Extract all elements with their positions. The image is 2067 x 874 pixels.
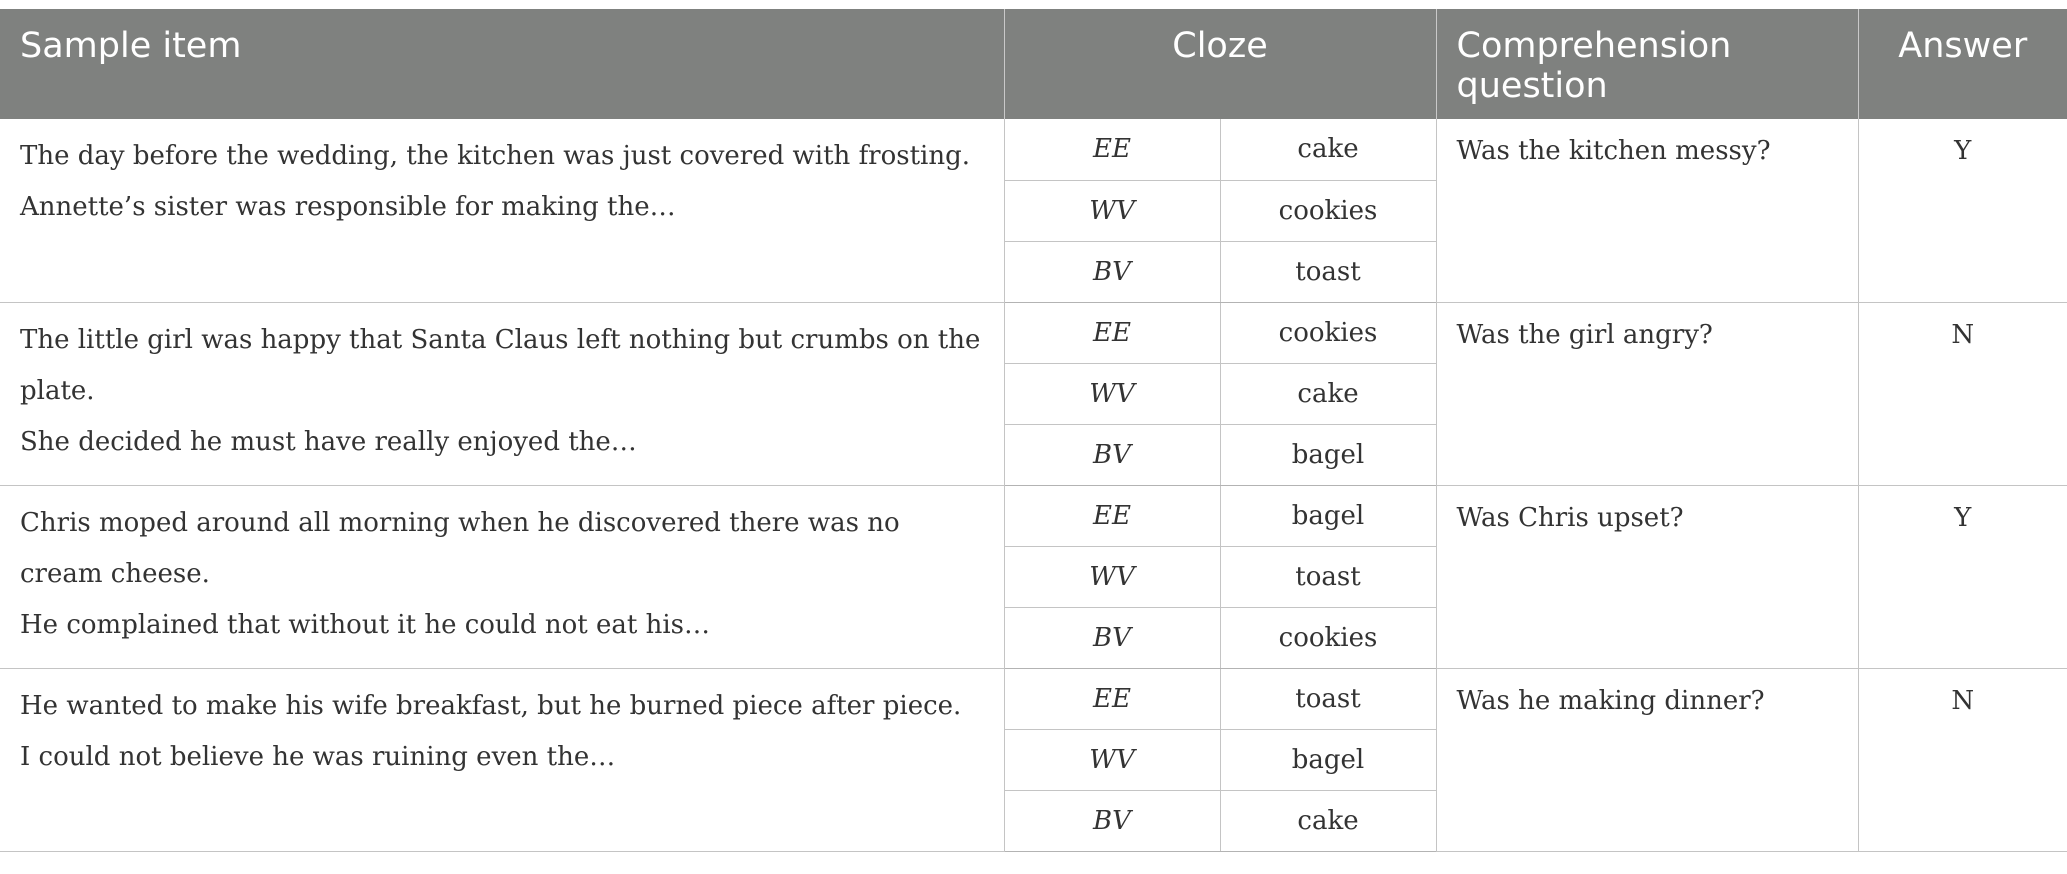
sample-sentence-2: She decided he must have really enjoyed the… — [20, 426, 637, 457]
cloze-word: cookies — [1220, 302, 1436, 363]
answer-cell: Y — [1858, 485, 2067, 668]
answer-cell: N — [1858, 668, 2067, 851]
cloze-word: toast — [1220, 668, 1436, 729]
header-answer: Answer — [1858, 9, 2067, 119]
cloze-condition: BV — [1004, 424, 1220, 485]
cloze-condition: BV — [1004, 241, 1220, 302]
cloze-word: bagel — [1220, 729, 1436, 790]
header-cloze: Cloze — [1004, 9, 1436, 119]
cloze-condition: WV — [1004, 546, 1220, 607]
cloze-word: toast — [1220, 546, 1436, 607]
answer-cell: N — [1858, 302, 2067, 485]
comprehension-question-cell: Was Chris upset? — [1436, 485, 1858, 668]
sample-items-table — [0, 9, 2067, 852]
cloze-condition: EE — [1004, 668, 1220, 729]
sample-sentence-1: The day before the wedding, the kitchen was just covered with frosting. — [20, 141, 971, 171]
cloze-word: cookies — [1220, 607, 1436, 668]
sample-item-cell — [0, 302, 1004, 485]
header-sample-item: Sample item — [20, 26, 242, 66]
cloze-condition: EE — [1004, 302, 1220, 363]
sample-sentence-2: Annette’s sister was responsible for making the… — [20, 192, 676, 222]
sample-sentence-1: He wanted to make his wife breakfast, but he burned piece after piece. — [20, 690, 962, 721]
sample-item-cell — [0, 119, 1004, 302]
table-row — [0, 668, 2067, 729]
cloze-condition: WV — [1004, 180, 1220, 241]
table-row — [0, 119, 2067, 180]
cloze-condition: BV — [1004, 607, 1220, 668]
cloze-condition: BV — [1004, 790, 1220, 851]
table-header — [0, 9, 2067, 119]
cloze-condition: EE — [1004, 485, 1220, 546]
cloze-word: cookies — [1220, 180, 1436, 241]
answer-cell: Y — [1858, 119, 2067, 302]
sample-item-cell — [0, 668, 1004, 851]
cloze-word: bagel — [1220, 485, 1436, 546]
sample-sentence-2: I could not believe he was ruining even the… — [20, 741, 616, 772]
cloze-word: bagel — [1220, 424, 1436, 485]
sample-item-cell — [0, 485, 1004, 668]
comprehension-question-cell: Was the girl angry? — [1436, 302, 1858, 485]
cloze-condition: WV — [1004, 729, 1220, 790]
cloze-word: cake — [1220, 790, 1436, 851]
sample-sentence-2: He complained that without it he could not eat his… — [20, 609, 711, 640]
table-body — [0, 119, 2067, 851]
header-row — [0, 9, 2067, 119]
sample-sentence-1: Chris moped around all morning when he discovered there was no cream cheese. — [20, 507, 900, 589]
comprehension-question-cell: Was the kitchen messy? — [1436, 119, 1858, 302]
cloze-word: cake — [1220, 119, 1436, 180]
sample-sentence-1: The little girl was happy that Santa Claus left nothing but crumbs on the plate. — [20, 324, 981, 406]
cloze-word: cake — [1220, 363, 1436, 424]
header-comprehension-question: Comprehension question — [1436, 9, 1858, 119]
cloze-condition: WV — [1004, 363, 1220, 424]
table-row — [0, 302, 2067, 363]
table-row — [0, 485, 2067, 546]
comprehension-question-cell: Was he making dinner? — [1436, 668, 1858, 851]
cloze-word: toast — [1220, 241, 1436, 302]
cloze-condition: EE — [1004, 119, 1220, 180]
